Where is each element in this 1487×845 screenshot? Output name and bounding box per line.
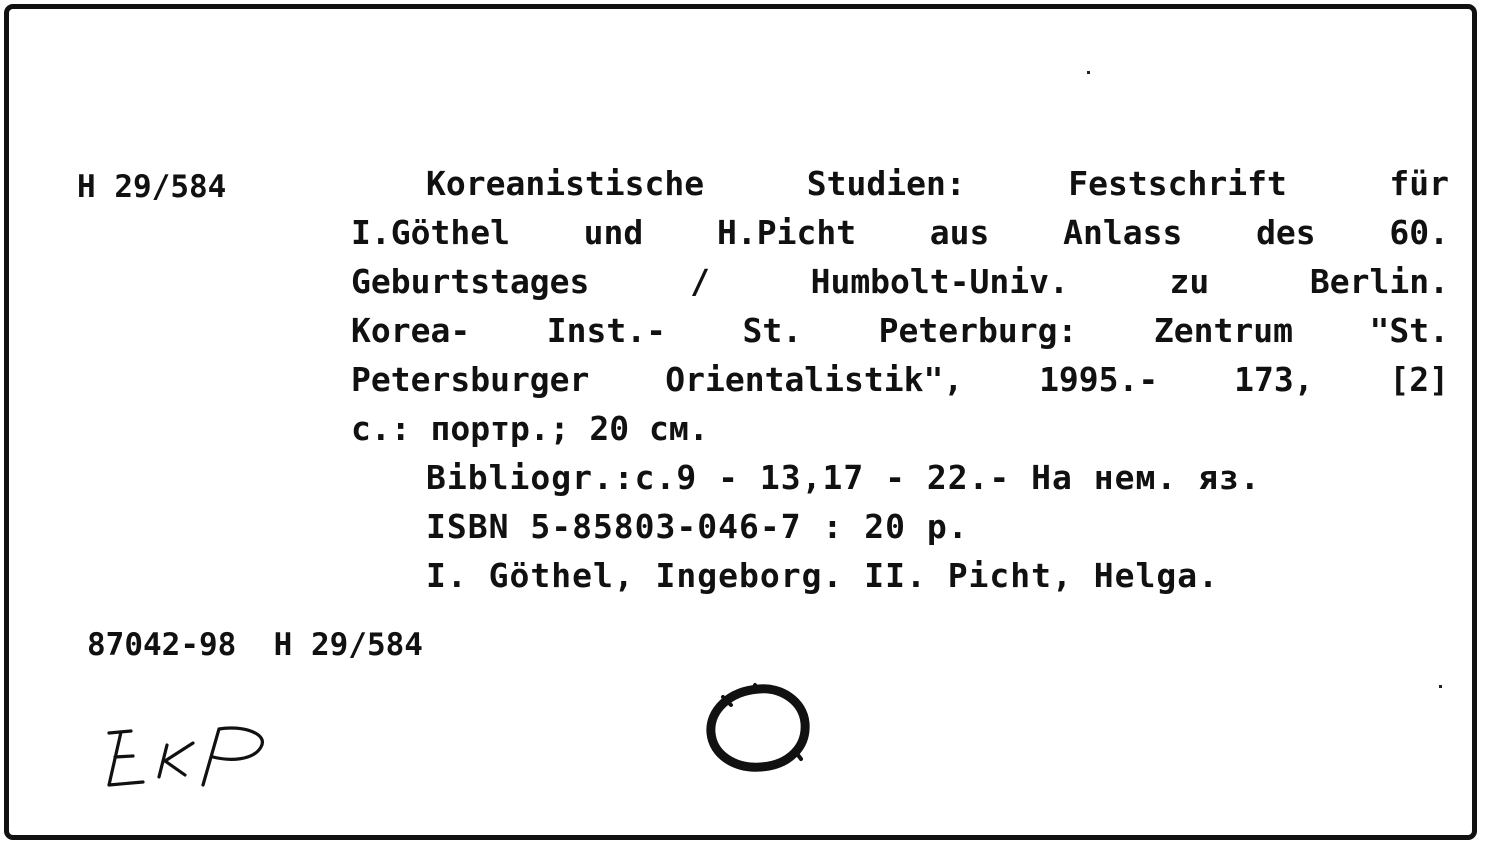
entry-line-5 — [351, 355, 1449, 404]
speck — [1087, 71, 1090, 74]
entry-word: H.Picht — [717, 213, 857, 252]
bibliographic-entry — [351, 159, 1449, 600]
isbn-note: ISBN 5-85803-046-7 : 20 р. — [426, 507, 969, 546]
entry-word: Petersburger — [351, 360, 590, 399]
entry-word: Humbolt-Univ. — [810, 262, 1069, 301]
entry-word: Anlass — [1063, 213, 1183, 252]
speck — [1439, 685, 1442, 688]
entry-word: 1995.- — [1039, 360, 1159, 399]
entry-word: Festschrift — [1068, 164, 1287, 203]
entry-word: Zentrum — [1153, 311, 1293, 350]
entry-word: des — [1256, 213, 1316, 252]
entry-line-6: c.: портр.; 20 см. — [351, 409, 709, 448]
entry-line-4 — [351, 306, 1449, 355]
entry-word: Peterburg: — [878, 311, 1078, 350]
entry-word: 173, — [1234, 360, 1314, 399]
entry-word: Studien: — [806, 164, 966, 203]
entry-word: Orientalistik", — [665, 360, 964, 399]
entry-line-1 — [351, 159, 1449, 208]
entry-word: zu — [1169, 262, 1210, 301]
entry-word: Inst.- — [546, 311, 666, 350]
catalog-card — [4, 4, 1477, 840]
entry-word: Berlin. — [1309, 262, 1449, 301]
entry-word: Geburtstages — [351, 262, 590, 301]
punch-hole — [699, 681, 819, 777]
entry-word: 60. — [1389, 213, 1449, 252]
accession-footer: 87042-98 H 29/584 — [87, 627, 423, 663]
handwritten-ekp-mark — [101, 719, 291, 799]
entry-word: Koreanistische — [426, 164, 705, 203]
entry-word: für — [1389, 164, 1449, 203]
bibliography-note: Bibliogr.:c.9 - 13,17 - 22.- На нем. яз. — [426, 458, 1261, 497]
entry-word: aus — [929, 213, 990, 252]
entry-line-2 — [351, 208, 1449, 257]
entry-line-3 — [351, 257, 1449, 306]
tracings-note: I. Göthel, Ingeborg. II. Picht, Helga. — [426, 556, 1219, 595]
entry-word: I.Göthel — [351, 213, 510, 252]
entry-word: Korea- — [351, 311, 471, 350]
entry-word: St. — [742, 311, 803, 350]
entry-word: und — [583, 213, 644, 252]
entry-word: [2] — [1389, 360, 1449, 399]
shelfmark: H 29/584 — [77, 169, 227, 205]
entry-word: / — [690, 262, 710, 301]
entry-word: "St. — [1369, 311, 1449, 350]
